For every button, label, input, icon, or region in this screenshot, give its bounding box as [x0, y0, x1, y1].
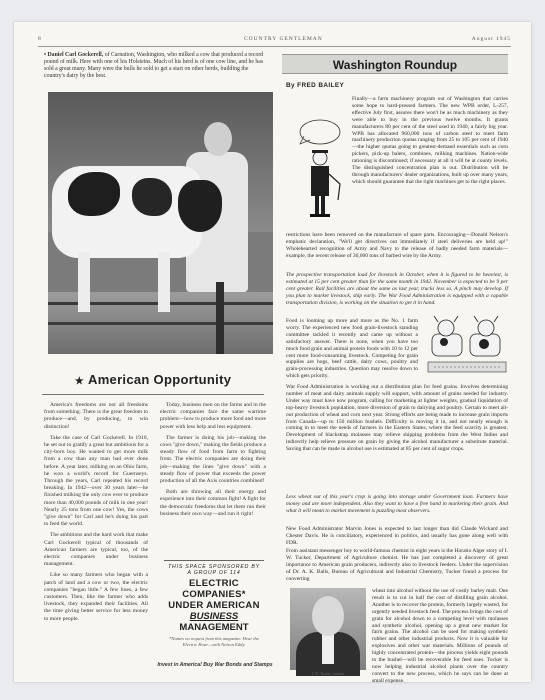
cows-cartoon-illustration — [424, 314, 510, 378]
ad-column-right — [160, 402, 266, 552]
war-bonds-slogan: Invest in America! Buy War Bonds and Stamps — [157, 662, 273, 668]
magazine-page — [14, 22, 531, 682]
paragraph: Food is looming up more and more as the No. 1 farm worry. The experienced new food grain-livestock standing committee tackled it recently and came up without a satisfactory answer. There is none, when you have too much food grain and animal protein foods with 10 to 12 per cent more food-consuming livestock. Competing for grain supplies are hogs, beef cattle, dairy cows, poultry and grain-processing industries. Question may resolve down to which gets priority. — [286, 318, 418, 380]
roundup-paragraph — [286, 548, 508, 590]
section-title: Washington Roundup — [332, 58, 458, 72]
sponsor-line: A GROUP OF 114 — [187, 570, 241, 576]
paragraph: Less wheat out of this year's crop is going into storage under Government loan. Farmers have money and are more independent. Also they want to have a free hand in marketing their grain. And what it will mean to market movement is puzzling most observers. — [286, 494, 508, 514]
star-icon: ★ — [74, 376, 84, 387]
farmer-cartoon-illustration — [290, 114, 346, 224]
paragraph: New Food Administrator Marvin Jones is expected to last longer than did Claude Wickard and Chester Davis. He is conciliatory, experienced in politics, and usually has gone along well with FDR. — [286, 526, 508, 546]
header-rule — [38, 46, 511, 47]
sponsor-line: THIS SPACE SPONSORED BY — [168, 564, 260, 570]
business-word: BUSINESS — [189, 611, 239, 622]
page-number: 8 — [38, 36, 42, 42]
roundup-paragraph — [286, 272, 508, 312]
sponsor-name: UNDER AMERICAN — [168, 600, 260, 611]
photo-intro — [44, 52, 264, 80]
paragraph: Both are throwing all their energy and experience into their common fight! A fight for the democratic freedoms that let them run their business their own way—and run it right! — [160, 489, 266, 517]
roundup-paragraph — [286, 384, 508, 492]
ad-headline — [38, 372, 268, 387]
roundup-paragraph — [286, 318, 418, 380]
sponsor-rule — [164, 560, 264, 561]
paragraph: War Food Administration is working out a distribution plan for feed grains. Involves determining number of meat and dairy animals supply will support, with amount of grains needed for industry. Under way must have now program, calling for marketing at lighter weights, gradual liquidation of top-heavy livestock population, more diversion of grain to dairying and poultry. Certain to meet all-out production of wheat and corn next year. Strong efforts are being made to increase grain imports from Canada—up to 150 million bushels. Difficulty is moving it in, and not nearly enough is coming in to meet the needs of farmers in the Eastern States, where the feed scarcity is greatest. Development of blackstrap molasses may relieve shipping problems from the West Indies and indirectly help relieve pressure on grain by giving the alcohol manufacturer a substitute material. Saving that can be made in alcohol use is estimated at 85 per cent of sugar crops. — [286, 384, 508, 453]
byline: By FRED BAILEY — [286, 82, 345, 89]
chemist-portrait-photo — [290, 588, 366, 670]
paragraph: From assistant messenger boy to world-famous chemist in eight years is the Horatio Alger story of I. W. Tucker, Department of Agriculture chemist. He has just completed a discovery of great importance to American grain producers, indirectly also to livestock feeders. Under the supervision of Dr. A. K. Balls, Bureau of Agricultural and Industrial Chemistry, Tucker found a process for converting — [286, 548, 508, 582]
paragraph: America's freedoms are not all freedoms from something. There is the great freedom to produce—and, by producing, to win distinction! — [44, 402, 148, 430]
ad-column-left — [44, 402, 148, 664]
issue-date: August 1945 — [471, 36, 511, 42]
paragraph: wheat into alcohol without the use of costly barley malt. One result is to cut in half the cost of distilling grain alcohol. Another is to recover the protein, formerly largely wasted, for urgently needed livestock feed. The process brings the cost of grain for alcohol down to a competing level with molasses and synthetic alcohol, opening up a great new market for farm grains. The alcohol can be used for making synthetic rubber and other industrial products. Now it is valuable for explosives and other war materials. Millions of pounds of highly concentrated protein—the process yields eight pounds to the bushel—will be recoverable for feed uses. Tucker is now helping industrial alcohol plants over the country convert to the new process, which he says can be done at small expense. — [372, 588, 508, 684]
intro-lead: • Daniel Carl Gockerell, — [44, 52, 104, 58]
sponsor-block — [164, 560, 264, 648]
roundup-paragraph — [286, 526, 508, 546]
management-word: MANAGEMENT — [179, 622, 249, 633]
intro-text: of Carnation, Washington, who milked a cow that produced a record pound of milk. Here with one of his Holsteins. Much of his herd is of one cow line, and he has sold a great many. Many were the bulls he sold to get a start on other herds, building the country's dairy by the best. — [44, 52, 264, 79]
roundup-paragraph — [372, 588, 508, 684]
paragraph: Like so many farmers who began with a patch of land and a cow or two, the electric companies "began little." A few lines, a few customers. Then, like the farmer who adds livestock, they expanded their facilities. All the time giving better service for less money to more people. — [44, 572, 148, 622]
sponsor-footnote: *Names on request from this magazine. Hear the Electric Hour—with Nelson Eddy. — [169, 636, 259, 647]
paragraph: The farmer is doing his job—making the cows "give down," making the fields produce a steady flow of food from farm to fighting front. The electric companies are doing their job—making the lines "give down" with a steady flow of power that exceeds the power production of all the Axis countries combined! — [160, 434, 266, 485]
roundup-paragraph — [352, 96, 508, 242]
paragraph: The ambitions and the hard work that make Carl Gockerell typical of thousands of American farmers are typical, too, of the electric companies under business management. — [44, 532, 148, 568]
running-head — [38, 36, 511, 46]
paragraph: The prospective transportation load for livestock in October, when it is figured to be heaviest, is estimated at 15 per cent greater than for the same month in 1942. November is expected to be 9 per cent greater. Rail facilities are about the same as last year, trucks less so. A pinch may develop. If you plan to market livestock, ship early. The War Food Administration is equipped with a capable transportation division, is working on the situation to get it in hand. — [286, 272, 508, 306]
farmer-with-cow-photo — [48, 92, 273, 354]
headline-rule — [42, 394, 264, 395]
ad-headline-text: American Opportunity — [88, 372, 232, 387]
paragraph: restrictions have been removed on the manufacture of spare parts. Encouraging—Donald Nelson's emphatic declaration, "We'll get directives out immediately if steel deliveries are held up!" Wholehearted recognition of Army and Navy to the release of badly needed farm materials—example, the recent release of 30,000 tons of barbed wire by the Army. — [286, 232, 508, 259]
roundup-paragraph — [286, 232, 508, 268]
roundup-paragraph — [286, 494, 508, 522]
paragraph: Today, business men on the farms and in the electric companies face the same wartime problem—how to produce more food and more power with less help and less equipment. — [160, 402, 266, 430]
paragraph: Finally—a farm machinery program out of Washington that carries some hope to hard-pressed farmers. The new WPB order, L-257, effective July first, assures there won't be as much machinery as they were able to buy in the previous twelve months. It grants manufacturers 80 per cent of the steel used in 1940, a fairly big year. WPB has allocated 960,000 tons of carbon steel to meet farm machinery production quotas ranging from 25 to 105 per cent of 1940—the higher quotas going to greatest-demand essentials such as corn pickers, pick-up balers, combines, milking machines. Nation-wide rationing is discontinued; if necessary at all it will be at county levels. The distinguished concentration plan is out. Distribution will be through manufacturers' dealer organizations, built up over many years, which should guarantee that the right machines get to the right places. — [352, 96, 508, 185]
magazine-title: COUNTRY GENTLEMAN — [244, 36, 323, 42]
portrait-caption: I. W. Tucker, chemist — [311, 672, 345, 676]
sponsor-name — [164, 611, 264, 633]
section-banner — [282, 54, 508, 74]
paragraph: Take the case of Carl Gockerell. In 1910, he set out to gratify a great but ambitious for a city-born boy. He wanted to get more milk from a cow than any man had ever done before. A year later, milking on an Ohio farm, he won a world's record for Guernseys. Through the years, Carl repeated his record breaking. In 1942—over 30 years later—he finished milking the only cow ever to produce more than 40,000 pounds of milk in one year! Nearly 25 tons from one cow! Yes, the cows "give down" for Carl and he's doing his part to feed the world. — [44, 434, 148, 528]
sponsor-name: ELECTRIC COMPANIES* — [182, 578, 246, 600]
